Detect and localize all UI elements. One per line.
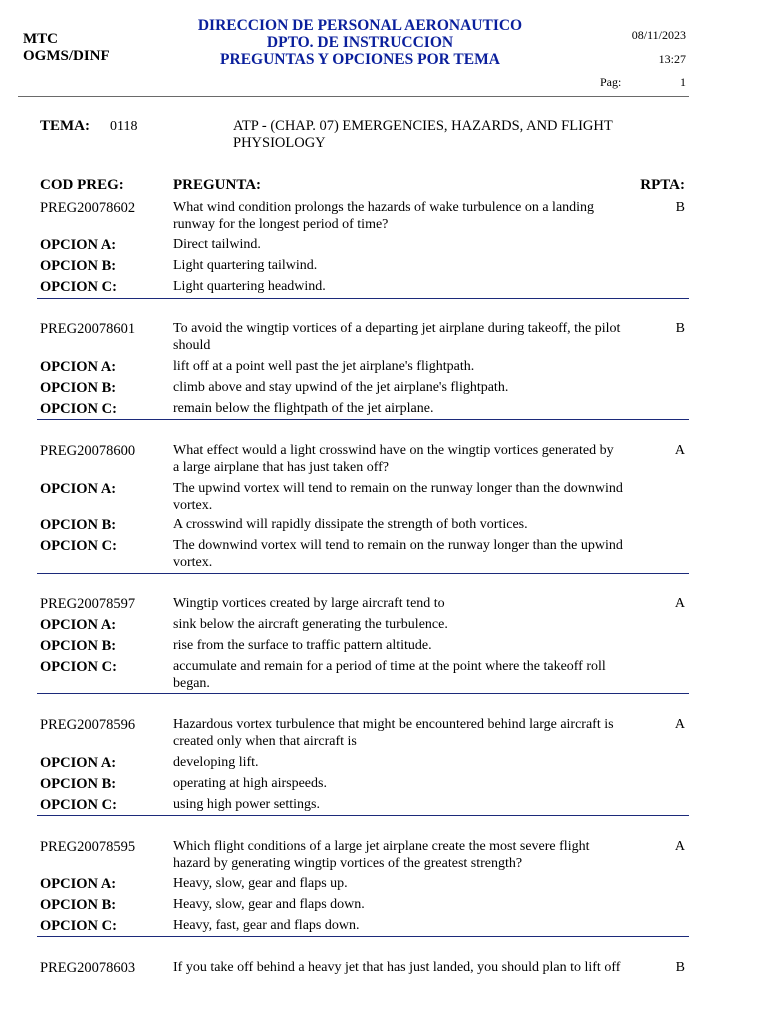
option-label: OPCION A: <box>40 237 117 253</box>
option-text: Light quartering tailwind. <box>173 258 318 273</box>
option-label: OPCION A: <box>40 755 117 771</box>
question-text: Which flight conditions of a large jet airplane create the most severe flight hazard by generating wingtip vortices of the greatest strength? <box>173 839 590 871</box>
option-label: OPCION A: <box>40 481 117 497</box>
option-label: OPCION C: <box>40 918 117 934</box>
page-number: 1 <box>680 75 686 89</box>
question-code: PREG20078601 <box>40 321 136 337</box>
question-code: PREG20078595 <box>40 839 136 855</box>
option-text: The downwind vortex will tend to remain on the runway longer than the upwind vortex. <box>173 538 623 570</box>
option-label: OPCION B: <box>40 897 117 913</box>
option-label: OPCION B: <box>40 638 117 654</box>
header-divider <box>18 96 689 97</box>
option-text: Light quartering headwind. <box>173 279 326 294</box>
title-line-1: DIRECCION DE PERSONAL AERONAUTICO <box>197 17 523 34</box>
option-label: OPCION B: <box>40 380 117 396</box>
option-label: OPCION B: <box>40 517 117 533</box>
option-text: operating at high airspeeds. <box>173 776 327 791</box>
question-answer: A <box>674 717 685 732</box>
option-label: OPCION C: <box>40 659 117 675</box>
option-label: OPCION B: <box>40 258 117 274</box>
org-block <box>23 31 110 65</box>
org-line-1: MTC <box>23 31 58 47</box>
option-text: Heavy, slow, gear and flaps up. <box>173 876 348 891</box>
question-code: PREG20078603 <box>40 960 136 976</box>
option-text: Heavy, fast, gear and flaps down. <box>173 918 360 933</box>
title-line-3: PREGUNTAS Y OPCIONES POR TEMA <box>220 51 500 68</box>
column-header-pregunta: PREGUNTA: <box>173 177 262 193</box>
title-line-2: DPTO. DE INSTRUCCION <box>266 34 454 51</box>
question-answer: A <box>674 839 685 854</box>
question-separator <box>37 573 689 574</box>
question-answer: A <box>674 443 685 458</box>
option-text: remain below the flightpath of the jet airplane. <box>173 401 434 416</box>
option-text: Heavy, slow, gear and flaps down. <box>173 897 365 912</box>
option-text: using high power settings. <box>173 797 320 812</box>
option-label: OPCION A: <box>40 359 117 375</box>
question-separator <box>37 693 689 694</box>
page-label: Pag: <box>600 75 622 89</box>
tema-code: 0118 <box>110 119 138 134</box>
question-text: Hazardous vortex turbulence that might be encountered behind large aircraft is created only when that aircraft is <box>173 717 614 749</box>
column-header-rpta: RPTA: <box>640 177 685 193</box>
question-separator <box>37 815 689 816</box>
option-label: OPCION B: <box>40 776 117 792</box>
option-text: developing lift. <box>173 755 259 770</box>
question-text: What wind condition prolongs the hazards of wake turbulence on a landing runway for the longest period of time? <box>173 200 595 232</box>
option-label: OPCION C: <box>40 538 117 554</box>
question-code: PREG20078602 <box>40 200 136 216</box>
report-date: 08/11/2023 <box>631 28 686 42</box>
question-text: Wingtip vortices created by large aircraft tend to <box>173 596 445 611</box>
question-text: What effect would a light crosswind have on the wingtip vortices generated by a large airplane that has just taken off? <box>173 443 614 475</box>
option-label: OPCION C: <box>40 401 117 417</box>
question-code: PREG20078597 <box>40 596 136 612</box>
option-text: climb above and stay upwind of the jet airplane's flightpath. <box>173 380 509 395</box>
report-time: 13:27 <box>658 52 686 66</box>
column-header-cod: COD PREG: <box>40 177 124 193</box>
question-code: PREG20078600 <box>40 443 136 459</box>
option-label: OPCION A: <box>40 876 117 892</box>
option-text: rise from the surface to traffic pattern altitude. <box>173 638 432 653</box>
tema-description: ATP - (CHAP. 07) EMERGENCIES, HAZARDS, AND FLIGHT PHYSIOLOGY <box>233 118 613 151</box>
question-separator <box>37 936 689 937</box>
option-label: OPCION C: <box>40 279 117 295</box>
question-code: PREG20078596 <box>40 717 136 733</box>
option-label: OPCION C: <box>40 797 117 813</box>
question-separator <box>37 419 689 420</box>
option-text: Direct tailwind. <box>173 237 261 252</box>
option-text: sink below the aircraft generating the turbulence. <box>173 617 448 632</box>
question-answer: B <box>675 321 685 336</box>
org-line-2: OGMS/DINF <box>23 48 110 64</box>
question-answer: A <box>674 596 685 611</box>
option-text: The upwind vortex will tend to remain on the runway longer than the downwind vortex. <box>173 481 623 513</box>
option-text: lift off at a point well past the jet airplane's flightpath. <box>173 359 475 374</box>
question-text: To avoid the wingtip vortices of a departing jet airplane during takeoff, the pilot should <box>173 321 621 353</box>
option-text: accumulate and remain for a period of time at the point where the takeoff roll began. <box>173 659 606 691</box>
tema-label: TEMA: <box>40 118 90 134</box>
question-answer: B <box>675 960 685 975</box>
question-text: If you take off behind a heavy jet that has just landed, you should plan to lift off <box>173 960 621 975</box>
report-title <box>160 17 560 68</box>
question-separator <box>37 298 689 299</box>
option-text: A crosswind will rapidly dissipate the strength of both vortices. <box>173 517 528 532</box>
question-answer: B <box>675 200 685 215</box>
option-label: OPCION A: <box>40 617 117 633</box>
